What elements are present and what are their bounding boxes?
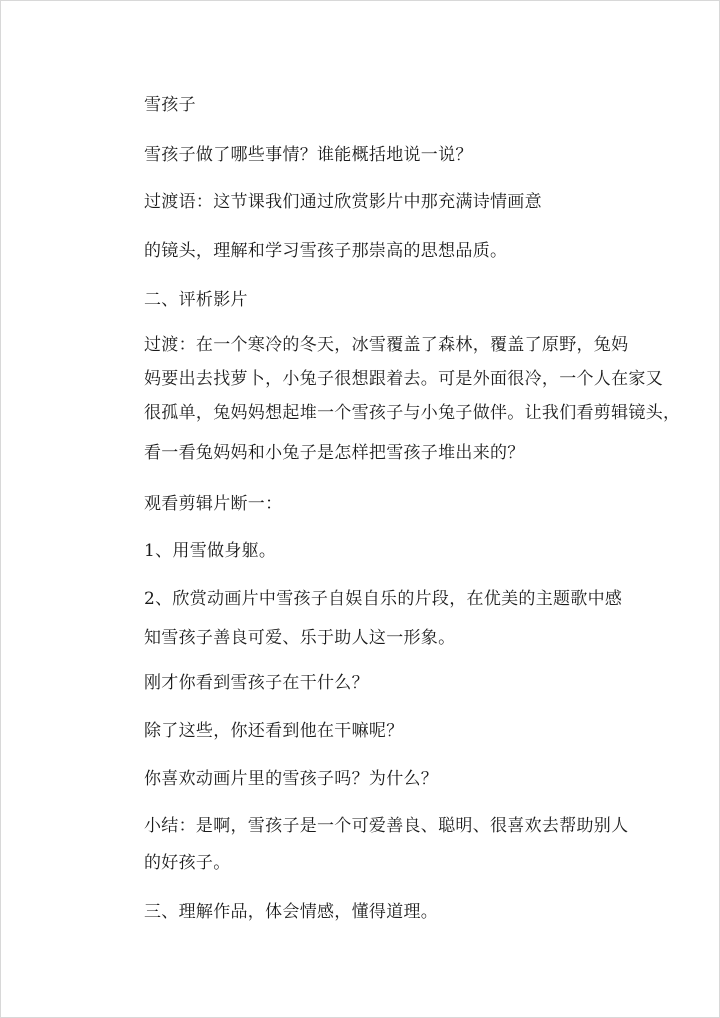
paragraph-story-line-3: 很孤单，兔妈妈想起堆一个雪孩子与小兔子做伴。让我们看剪辑镜头， (144, 403, 681, 423)
question-1: 刚才你看到雪孩子在干什么？ (144, 673, 369, 693)
paragraph-story-line-2: 妈要出去找萝卜，小兔子很想跟着去。可是外面很冷，一个人在家又 (144, 369, 663, 389)
list-item-2-line-2: 知雪孩子善良可爱、乐于助人这一形象。 (144, 628, 456, 648)
paragraph-story-line-1: 过渡：在一个寒冷的冬天，冰雪覆盖了森林，覆盖了原野，兔妈 (144, 335, 629, 355)
paragraph-watch-clip: 观看剪辑片断一： (144, 494, 283, 514)
paragraph-transition-line-1: 过渡语：这节课我们通过欣赏影片中那充满诗情画意 (144, 192, 542, 212)
question-3: 你喜欢动画片里的雪孩子吗？为什么？ (144, 769, 439, 789)
section-heading-2: 二、评析影片 (144, 290, 248, 310)
question-2: 除了这些，你还看到他在干嘛呢？ (144, 721, 404, 741)
summary-line-1: 小结：是啊，雪孩子是一个可爱善良、聪明、很喜欢去帮助别人 (144, 816, 629, 836)
list-item-1: 1、用雪做身躯。 (144, 541, 277, 561)
section-heading-3: 三、理解作品，体会情感，懂得道理。 (144, 902, 439, 922)
paragraph-question: 雪孩子做了哪些事情？谁能概括地说一说？ (144, 145, 473, 165)
paragraph-transition-line-2: 的镜头，理解和学习雪孩子那崇高的思想品质。 (144, 241, 508, 261)
list-item-2-line-1: 2、欣赏动画片中雪孩子自娱自乐的片段，在优美的主题歌中感 (144, 589, 623, 609)
summary-line-2: 的好孩子。 (144, 853, 231, 873)
paragraph-heading-title: 雪孩子 (144, 95, 196, 115)
paragraph-story-line-4: 看一看兔妈妈和小兔子是怎样把雪孩子堆出来的？ (144, 443, 525, 463)
